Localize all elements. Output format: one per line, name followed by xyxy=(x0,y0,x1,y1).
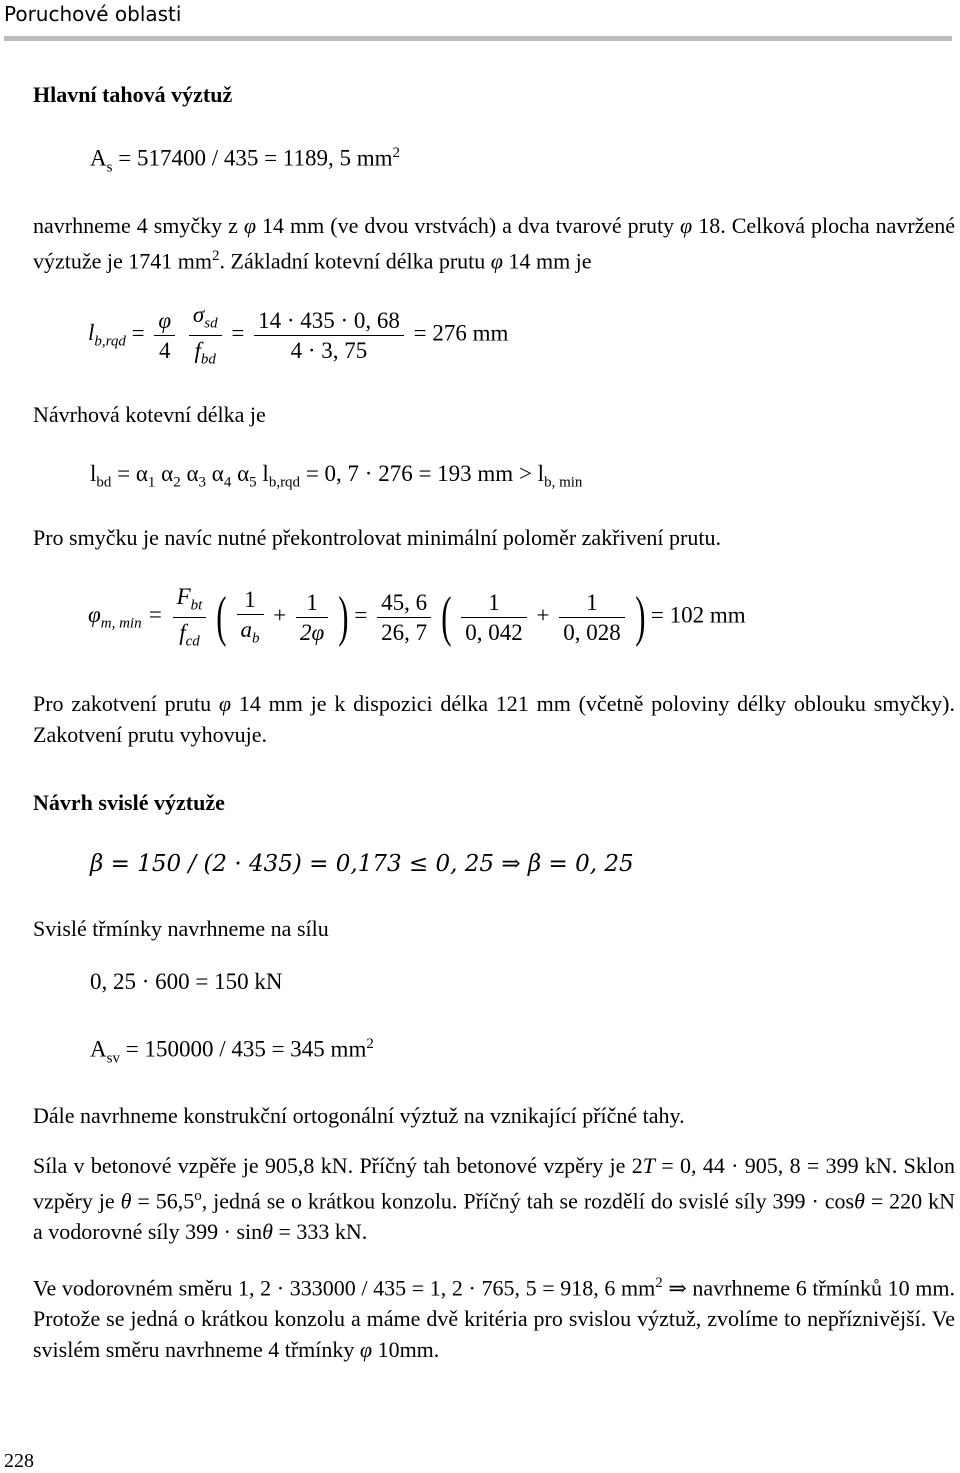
phi-min-symbol: $\varphi_{m, min}$ = xyxy=(88,602,163,632)
equation-beta: β = 150 / (2 · 435) = 0,173 ≤ 0, 25 ⇒ β = 0, 25 xyxy=(90,851,634,877)
page-number: 228 xyxy=(4,1450,34,1472)
fraction-one-over-2phi: $\frac{1}{2\varphi}$ xyxy=(296,591,328,644)
lbrqd-symbol: $l_{b,rqd}$ xyxy=(88,320,126,350)
equation-asv: $A_{sv} = 150000 / 435 = 345$ $mm^2$ xyxy=(90,1036,374,1067)
paragraph-design-anchorage-length: Návrhová kotevní délka je xyxy=(33,402,266,427)
equation-as: $A_s = 517400 / 435 = 1189$, 5 $mm^2$ xyxy=(90,145,400,176)
equation-phi-min: $\varphi_{m, min}$ = $\frac{F_{bt}}{f_{cd}}$ ( $\frac{1}{a_b}$ + $\frac{1}{2\varphi}$ ) = $\frac{45, 6}{26, 7}$ ( $\frac{1}{0, 042}$ + $\frac{1}{0, 028}$ ) = 102 mm xyxy=(88,584,746,650)
fraction-phi-over-4: $\frac{\varphi}{4}$ xyxy=(154,309,175,362)
equation-lbrqd: $l_{b,rqd}$ = $\frac{\varphi}{4}$ $\frac{\sigma_{sd}}{f_{bd}}$ = $\frac{14 \cdot 435 \cdot 0, 68}{4 \cdot 3, 75}$ = 276 mm xyxy=(88,302,509,368)
paragraph-vertical-stirrups: Svislé třmínky navrhneme na sílu xyxy=(33,916,329,941)
equation-lbd: $l_{bd} = \alpha_1$ $\alpha_2$ $\alpha_3$ $\alpha_4$ $\alpha_5$ $l_{b,rqd} = 0$, 7 · 276 = 193 mm > $l_{b, min}$ xyxy=(90,461,583,491)
section-heading-main-reinforcement: Hlavní tahová výztuž xyxy=(33,82,233,107)
paragraph-horizontal-reinforcement: Ve vodorovném směru 1, 2 · 333000 / 435 = 1, 2 · 765, 5 = 918, 6 $mm^2$ ⇒ navrhneme 6 třmínků 10 mm. Protože se jedná o krátkou konzolu a máme dvě kritéria pro svislou výztuž, zvolíme to nepříznivější. Ve svislém směru navrhneme 4 třmínky φ 10mm. xyxy=(33,1275,955,1363)
paragraph-anchorage-check: Pro zakotvení prutu φ 14 mm je k dispozici délka 121 mm (včetně poloviny délky oblouku smyčky). Zakotvení prutu vyhovuje. xyxy=(33,691,955,747)
fraction-one-over-0042: $\frac{1}{0, 042}$ xyxy=(461,591,527,644)
fraction-one-over-ab: $\frac{1}{a_b}$ xyxy=(237,588,264,647)
paragraph-bend-radius-check: Pro smyčku je navíc nutné překontrolovat minimální poloměr zakřivení prutu. xyxy=(33,525,721,550)
header-divider xyxy=(4,36,952,41)
fraction-456-over-267: $\frac{45, 6}{26, 7}$ xyxy=(377,591,431,644)
fraction-fbt-over-fcd: $\frac{F_{bt}}{f_{cd}}$ xyxy=(173,585,207,649)
paragraph-orthogonal-reinforcement: Dále navrhneme konstrukční ortogonální výztuž na vznikající příčné tahy. xyxy=(33,1103,685,1128)
fraction-lbrqd-numeric: $\frac{14 \cdot 435 \cdot 0, 68}{4 \cdot 3, 75}$ xyxy=(254,309,404,362)
fraction-sigma-over-fbd: $\frac{\sigma_{sd}}{f_{bd}}$ xyxy=(189,303,222,367)
paragraph-strut-tension: Síla v betonové vzpěře je 905,8 kN. Příčný tah betonové vzpěry je 2T = 0, 44 · 905, 8 = 399 kN. Sklon vzpěry je $\theta = 56,5^o$, jedná se o krátkou konzolu. Příčný tah se rozdělí do svislé síly 399 · cosθ = 220 kN a vodorovné síly 399 · sinθ = 333 kN. xyxy=(33,1153,955,1245)
section-heading-vertical-reinforcement: Návrh svislé výztuže xyxy=(33,790,225,815)
fraction-one-over-0028: $\frac{1}{0, 028}$ xyxy=(559,591,625,644)
paragraph-reinforcement-design: navrhneme 4 smyčky z φ 14 mm (ve dvou vrstvách) a dva tvarové pruty φ 18. Celková plocha navržené výztuže je 1741 $mm^2$. Základní kotevní délka prutu φ 14 mm je xyxy=(33,213,956,274)
equation-vertical-force: 0, 25 · 600 = 150 kN xyxy=(90,969,283,994)
page-header-title: Poruchové oblasti xyxy=(4,2,182,26)
